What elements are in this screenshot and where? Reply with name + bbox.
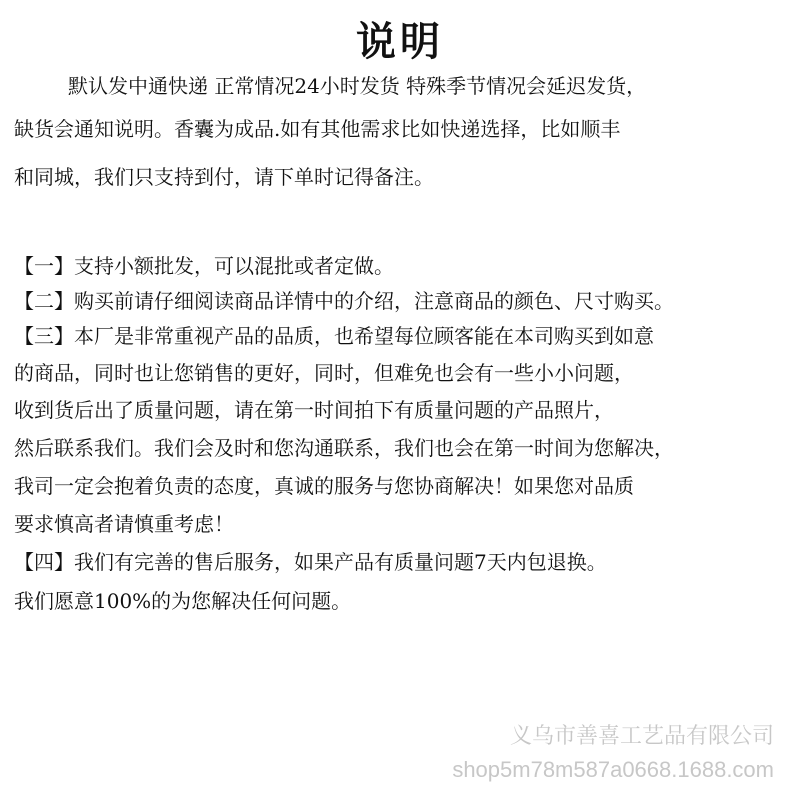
point-line-7: 我司一定会抱着负责的态度，真诚的服务与您协商解决！如果您对品质 (14, 474, 634, 498)
point-line-1: 【一】支持小额批发，可以混批或者定做。 (14, 254, 394, 278)
watermark-url: shop5m78m587a0668.1688.com (452, 757, 774, 782)
watermark-company: 义乌市善喜工艺品有限公司 (509, 723, 774, 748)
point-line-8: 要求慎高者请慎重考虑！ (14, 512, 234, 536)
point-line-3: 【三】本厂是非常重视产品的品质，也希望每位顾客能在本司购买到如意 (14, 324, 654, 348)
page-title: 说明 (356, 18, 444, 65)
point-line-6: 然后联系我们。我们会及时和您沟通联系，我们也会在第一时间为您解决， (14, 436, 674, 460)
point-line-5: 收到货后出了质量问题，请在第一时间拍下有质量问题的产品照片， (14, 398, 614, 422)
intro-line-2: 缺货会通知说明。香囊为成品.如有其他需求比如快递选择，比如顺丰 (14, 117, 621, 141)
point-line-2: 【二】购买前请仔细阅读商品详情中的介绍，注意商品的颜色、尺寸购买。 (14, 289, 674, 313)
point-line-4: 的商品，同时也让您销售的更好，同时，但难免也会有一些小小问题， (14, 361, 634, 385)
point-line-10: 我们愿意100%的为您解决任何问题。 (14, 589, 352, 613)
intro-line-3: 和同城，我们只支持到付，请下单时记得备注。 (14, 165, 434, 189)
intro-line-1: 默认发中通快递 正常情况24小时发货 特殊季节情况会延迟发货， (68, 74, 647, 98)
point-line-9: 【四】我们有完善的售后服务，如果产品有质量问题7天内包退换。 (14, 550, 607, 574)
